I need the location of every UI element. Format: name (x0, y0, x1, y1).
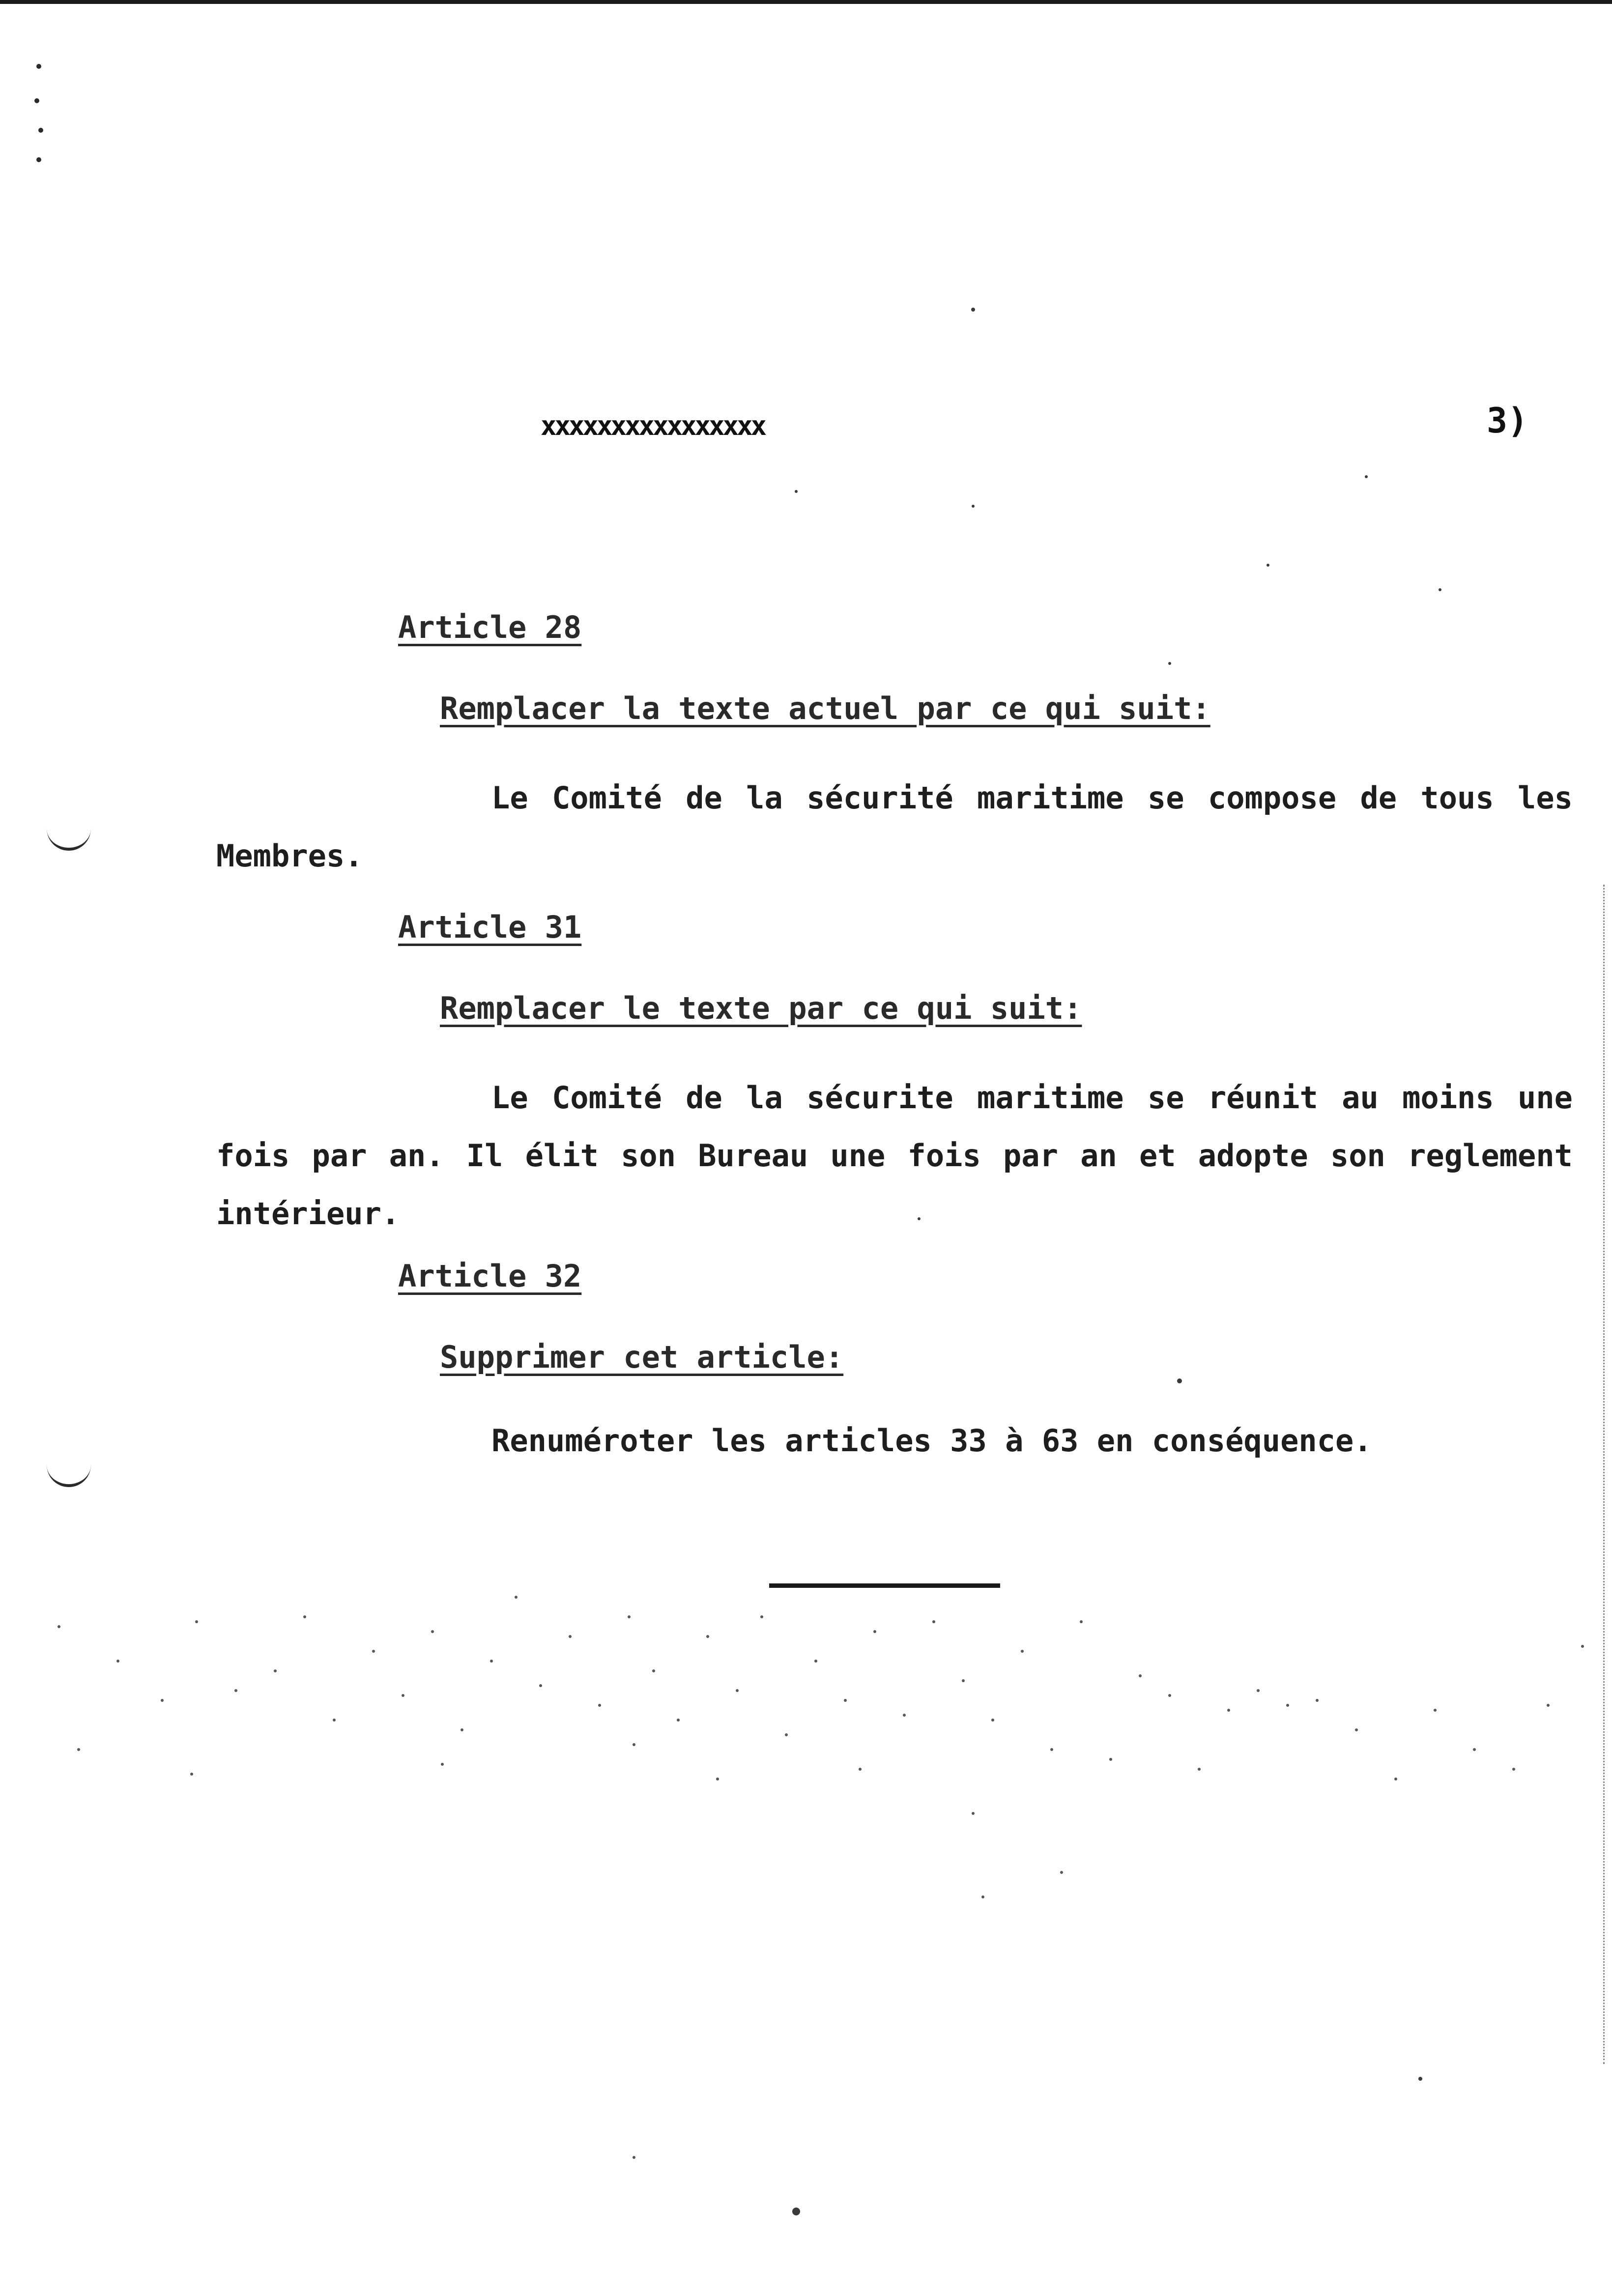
article-instruction: Remplacer le texte par ce qui suit: (440, 990, 1082, 1026)
article-text: Le Comité de la sécurité maritime se compose de tous les Membres. (216, 780, 1573, 874)
article-text: Le Comité de la sécurite maritime se réunit au moins une fois par an. Il élit son Bureau une fois par an et adopte son reglement intérieur. (216, 1080, 1573, 1232)
article-heading: Article 32 (398, 1258, 582, 1294)
page-number: 3) (1487, 401, 1528, 441)
article-text: Renuméroter les articles 33 à 63 en conséquence. (491, 1423, 1372, 1459)
article-heading: Article 28 (398, 609, 582, 645)
scan-edge (1603, 885, 1607, 2064)
article-instruction: Supprimer cet article: (440, 1339, 844, 1375)
article-instruction: Remplacer la texte actuel par ce qui suit: (440, 690, 1210, 726)
article-heading: Article 31 (398, 909, 582, 945)
header-mark: xxxxxxxxxxxxxxxx (541, 410, 765, 441)
